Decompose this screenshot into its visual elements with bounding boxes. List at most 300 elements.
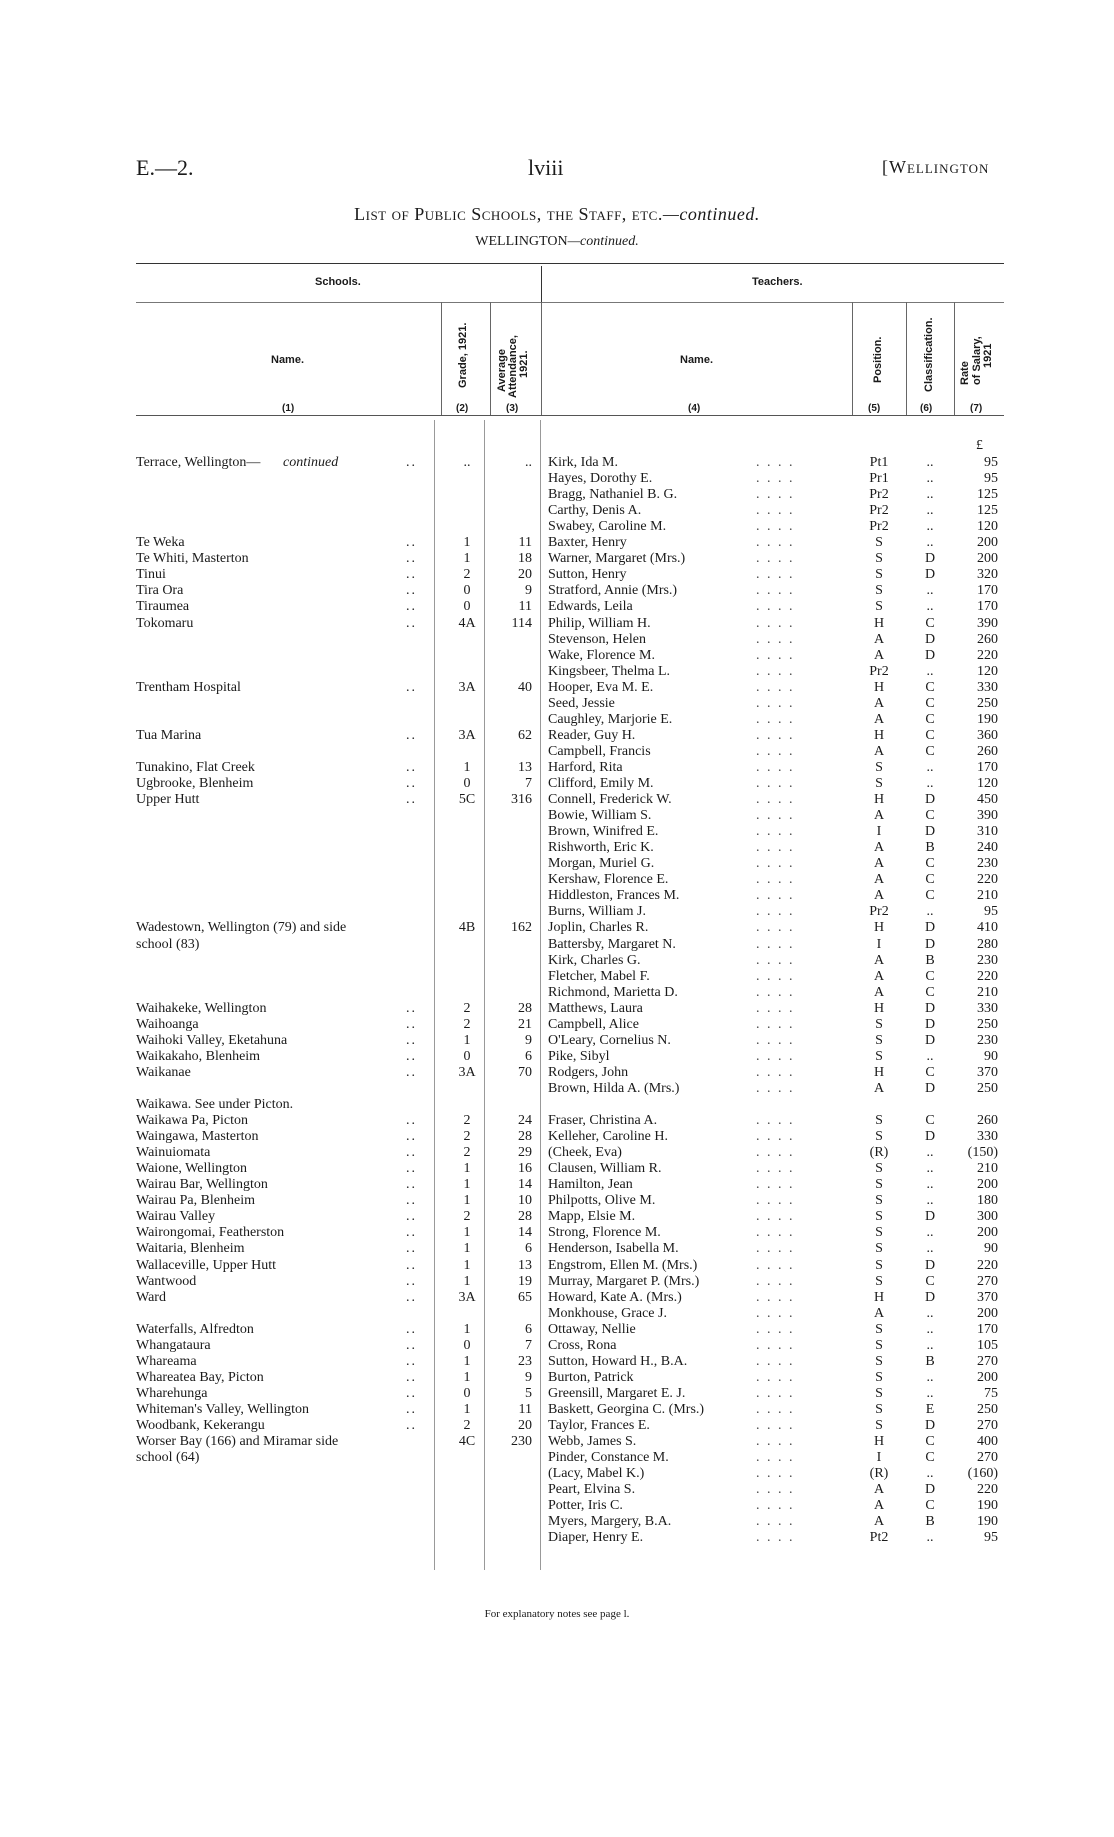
col-divider-position: [852, 302, 853, 415]
table-row: [0, 872, 1114, 888]
position-cell: Pr2: [869, 487, 889, 503]
table-row: [0, 535, 1114, 551]
teacher-leader-dots: . . . .: [756, 872, 795, 888]
position-cell: A: [873, 695, 885, 711]
grade-heading: Grade, 1921.: [457, 322, 469, 388]
teacher-leader-dots: . . . .: [756, 1257, 795, 1273]
table-row: [0, 985, 1114, 1001]
grade-cell: 2: [463, 1016, 471, 1032]
attendance-cell: 316: [511, 792, 532, 808]
classification-cell: ..: [926, 1225, 934, 1241]
position-cell: A: [873, 856, 885, 872]
teacher-leader-dots: . . . .: [756, 808, 795, 824]
schools-heading: Schools.: [315, 276, 361, 288]
teacher-leader-dots: . . . .: [756, 487, 795, 503]
grade-cell: 0: [463, 1385, 471, 1401]
classification-cell: C: [925, 888, 935, 904]
attendance-cell: 28: [518, 1209, 532, 1225]
classification-cell: C: [925, 808, 935, 824]
teacher-name: Battersby, Margaret N.: [548, 936, 676, 952]
classification-cell: C: [925, 743, 935, 759]
position-cell: A: [873, 952, 885, 968]
position-cell: S: [875, 776, 883, 791]
teacher-name: (Cheek, Eva): [548, 1145, 622, 1161]
school-name: school (64): [136, 1450, 200, 1466]
teacher-name: Kingsbeer, Thelma L.: [548, 663, 671, 679]
table-row: [0, 712, 1114, 728]
school-leader-dots: ..: [406, 1369, 417, 1385]
teacher-leader-dots: . . . .: [756, 936, 795, 952]
position-cell: A: [873, 968, 885, 984]
classification-cell: E: [925, 1401, 935, 1417]
grade-cell: 2: [463, 1113, 471, 1129]
salary-cell: 120: [977, 776, 998, 791]
salary-heading: Rate: [959, 361, 971, 385]
salary-cell: 105: [977, 1337, 998, 1353]
school-leader-dots: ..: [406, 792, 417, 808]
grade-cell: 2: [463, 1000, 471, 1016]
teacher-name: Mapp, Elsie M.: [548, 1209, 636, 1225]
school-leader-dots: ..: [406, 1385, 417, 1401]
salary-cell: 200: [977, 551, 998, 567]
salary-cell: 400: [977, 1434, 998, 1450]
table-row: [0, 776, 1114, 792]
teacher-leader-dots: . . . .: [756, 567, 795, 583]
teacher-leader-dots: . . . .: [756, 1177, 795, 1193]
position-cell: S: [875, 567, 883, 583]
grade-cell: 2: [463, 1209, 471, 1225]
table-row: [0, 632, 1114, 648]
classification-cell: ..: [926, 503, 934, 519]
teacher-name: Philpotts, Olive M.: [548, 1193, 656, 1209]
table-row: [0, 1145, 1114, 1161]
teacher-leader-dots: . . . .: [756, 503, 795, 519]
attendance-cell: 19: [518, 1273, 532, 1289]
salary-cell: 370: [977, 1064, 998, 1080]
position-cell: A: [873, 1482, 885, 1498]
school-leader-dots: ..: [406, 1418, 417, 1433]
position-cell: A: [873, 984, 885, 1000]
school-name: Wairongomai, Featherston: [136, 1225, 285, 1241]
table-row: [0, 1258, 1114, 1274]
classification-cell: D: [924, 1000, 936, 1016]
salary-cell: 330: [977, 1000, 998, 1016]
grade-cell: 4C: [458, 1434, 476, 1450]
classification-cell: C: [925, 1273, 935, 1289]
teacher-leader-dots: . . . .: [756, 1514, 795, 1530]
school-name: Wallaceville, Upper Hutt: [136, 1257, 276, 1273]
position-cell: A: [873, 1080, 885, 1096]
salary-cell: 190: [977, 1498, 998, 1514]
attendance-cell: 23: [518, 1353, 532, 1369]
salary-cell: 90: [984, 1048, 998, 1064]
teacher-name: Engstrom, Ellen M. (Mrs.): [548, 1257, 698, 1273]
school-name: Whareatea Bay, Picton: [136, 1369, 264, 1385]
salary-cell: 270: [977, 1450, 998, 1466]
salary-cell: 450: [977, 792, 998, 808]
table-row: [0, 1450, 1114, 1466]
attendance-cell: 14: [518, 1225, 532, 1241]
school-leader-dots: ..: [406, 776, 417, 791]
table-row: [0, 1530, 1114, 1546]
teacher-name: Brown, Hilda A. (Mrs.): [548, 1080, 680, 1096]
school-name: Tokomaru: [136, 615, 194, 631]
table-row: [0, 1161, 1114, 1177]
teacher-name: Pinder, Constance M.: [548, 1450, 669, 1466]
teacher-name-heading: Name.: [680, 354, 714, 366]
classification-cell: D: [924, 647, 936, 663]
classification-cell: ..: [926, 1530, 934, 1546]
teacher-name: Campbell, Alice: [548, 1016, 639, 1032]
teacher-name: Rodgers, John: [548, 1064, 629, 1080]
school-name: Woodbank, Kekerangu: [136, 1418, 265, 1433]
school-leader-dots: ..: [406, 759, 417, 775]
teacher-leader-dots: . . . .: [756, 840, 795, 856]
table-row: [0, 1386, 1114, 1402]
col-divider-class: [906, 302, 907, 415]
table-row: [0, 487, 1114, 503]
school-leader-dots: ..: [406, 1337, 417, 1353]
teacher-leader-dots: . . . .: [756, 631, 795, 647]
table-row: [0, 648, 1114, 664]
teacher-name: Reader, Guy H.: [548, 727, 636, 743]
position-cell: S: [875, 1209, 883, 1225]
position-cell: S: [875, 1321, 883, 1337]
teacher-name: Hooper, Eva M. E.: [548, 679, 654, 695]
classification-cell: B: [925, 840, 935, 856]
teacher-name: Stevenson, Helen: [548, 631, 646, 647]
col-number-4: (4): [688, 403, 701, 414]
grade-cell: 2: [463, 1418, 471, 1433]
table-row: [0, 920, 1114, 936]
attendance-cell: 9: [525, 1369, 532, 1385]
table-row: [0, 953, 1114, 969]
school-name: Wadestown, Wellington (79) and side: [136, 920, 347, 936]
position-cell: H: [873, 615, 885, 631]
teacher-name: Peart, Elvina S.: [548, 1482, 636, 1498]
salary-cell: 280: [977, 936, 998, 952]
teacher-name: (Lacy, Mabel K.): [548, 1466, 645, 1482]
attendance-cell: 5: [525, 1385, 532, 1401]
classification-cell: ..: [926, 471, 934, 487]
salary-cell: 330: [977, 679, 998, 695]
teacher-name: Matthews, Laura: [548, 1000, 643, 1016]
header-mid-rule: [136, 302, 1004, 303]
grade-cell: 1: [463, 1193, 471, 1209]
position-cell: S: [875, 1257, 883, 1273]
teacher-leader-dots: . . . .: [756, 1273, 795, 1289]
grade-cell: 3A: [458, 727, 476, 743]
teacher-leader-dots: . . . .: [756, 856, 795, 872]
teacher-name: Fletcher, Mabel F.: [548, 968, 650, 984]
teacher-leader-dots: . . . .: [756, 1064, 795, 1080]
teacher-leader-dots: . . . .: [756, 1498, 795, 1514]
teacher-name: Stratford, Annie (Mrs.): [548, 583, 678, 599]
grade-cell: 0: [463, 776, 471, 791]
classification-cell: C: [925, 615, 935, 631]
salary-cell: 90: [984, 1241, 998, 1257]
salary-cell: 370: [977, 1289, 998, 1305]
classification-cell: D: [924, 1289, 936, 1305]
teacher-leader-dots: . . . .: [756, 1530, 795, 1546]
attendance-cell: 7: [525, 1337, 532, 1353]
page-title-main: List of Public Schools, the Staff, etc.: [354, 204, 663, 224]
salary-cell: 200: [977, 1177, 998, 1193]
teacher-leader-dots: . . . .: [756, 1016, 795, 1032]
col-number-2: (2): [456, 403, 469, 414]
teacher-leader-dots: . . . .: [756, 1418, 795, 1433]
teacher-leader-dots: . . . .: [756, 647, 795, 663]
attendance-cell: 11: [518, 599, 532, 615]
salary-cell: 300: [977, 1209, 998, 1225]
school-name: Te Whiti, Masterton: [136, 551, 249, 567]
teacher-leader-dots: . . . .: [756, 1385, 795, 1401]
grade-cell: 1: [463, 1401, 471, 1417]
teacher-leader-dots: . . . .: [756, 519, 795, 535]
classification-cell: C: [925, 679, 935, 695]
classification-cell: ..: [926, 455, 934, 470]
salary-cell: 120: [977, 519, 998, 535]
salary-cell: (150): [967, 1145, 998, 1161]
position-cell: S: [875, 1369, 883, 1385]
teacher-leader-dots: . . . .: [756, 471, 795, 487]
grade-cell: 4A: [458, 615, 476, 631]
classification-cell: ..: [926, 1337, 934, 1353]
school-name: Waikakaho, Blenheim: [136, 1048, 261, 1064]
position-cell: A: [873, 840, 885, 856]
school-leader-dots: ..: [406, 455, 417, 470]
salary-cell: 250: [977, 695, 998, 711]
teacher-leader-dots: . . . .: [756, 679, 795, 695]
position-cell: S: [875, 1273, 883, 1289]
salary-cell: 170: [977, 599, 998, 615]
school-name: Wairau Bar, Wellington: [136, 1177, 268, 1193]
teacher-name: Strong, Florence M.: [548, 1225, 661, 1241]
classification-cell: D: [924, 631, 936, 647]
attendance-cell: 20: [518, 1418, 532, 1433]
school-name: Trentham Hospital: [136, 679, 241, 695]
school-leader-dots: ..: [406, 551, 417, 567]
salary-cell: 220: [977, 1482, 998, 1498]
teacher-name: Kirk, Charles G.: [548, 952, 641, 968]
salary-cell: 360: [977, 727, 998, 743]
grade-cell: 3A: [458, 1064, 476, 1080]
table-row: [0, 904, 1114, 920]
teacher-leader-dots: . . . .: [756, 663, 795, 679]
table-top-rule: [136, 263, 1004, 264]
position-cell: S: [875, 1113, 883, 1129]
grade-cell: ..: [463, 455, 471, 470]
teacher-name: Henderson, Isabella M.: [548, 1241, 679, 1257]
salary-cell: 125: [977, 503, 998, 519]
table-row: [0, 1418, 1114, 1434]
teacher-name: Diaper, Henry E.: [548, 1530, 644, 1546]
attendance-cell: 6: [525, 1321, 532, 1337]
grade-cell: 1: [463, 1321, 471, 1337]
table-row: [0, 519, 1114, 535]
school-leader-dots: ..: [406, 567, 417, 583]
teacher-leader-dots: . . . .: [756, 1000, 795, 1016]
school-leader-dots: ..: [406, 599, 417, 615]
school-name: school (83): [136, 936, 200, 952]
teacher-leader-dots: . . . .: [756, 1305, 795, 1321]
table-row: [0, 1033, 1114, 1049]
attendance-cell: 9: [525, 583, 532, 599]
grade-cell: 1: [463, 1353, 471, 1369]
position-cell: I: [876, 824, 882, 840]
classification-cell: ..: [926, 1193, 934, 1209]
page-number: lviii: [528, 155, 564, 180]
classification-cell: ..: [926, 1385, 934, 1401]
salary-cell: 230: [977, 856, 998, 872]
table-row: [0, 1434, 1114, 1450]
attendance-cell: 11: [518, 1401, 532, 1417]
position-cell: H: [873, 792, 885, 808]
attendance-cell: 28: [518, 1000, 532, 1016]
table-row: [0, 1370, 1114, 1386]
school-name: Waikawa. See under Picton.: [136, 1097, 294, 1112]
school-name: Wharehunga: [136, 1385, 208, 1401]
position-cell: A: [873, 743, 885, 759]
school-leader-dots: ..: [406, 1209, 417, 1225]
school-name: Tiraumea: [136, 599, 190, 615]
grade-cell: 1: [463, 551, 471, 567]
grade-cell: 1: [463, 1369, 471, 1385]
col-divider-att: [490, 302, 491, 415]
school-name: Waterfalls, Alfredton: [136, 1321, 254, 1337]
classification-cell: ..: [926, 1161, 934, 1177]
grade-cell: 5C: [458, 792, 476, 808]
position-cell: A: [873, 808, 885, 824]
salary-cell: 190: [977, 1514, 998, 1530]
teachers-heading: Teachers.: [752, 276, 803, 288]
salary-heading-2: of Salary,: [971, 336, 983, 385]
school-leader-dots: ..: [406, 1241, 417, 1257]
grade-cell: 2: [463, 1129, 471, 1145]
school-name: Ugbrooke, Blenheim: [136, 776, 254, 791]
classification-cell: ..: [926, 519, 934, 535]
position-cell: A: [873, 647, 885, 663]
table-row: [0, 969, 1114, 985]
school-name: Terrace, Wellington—: [136, 455, 261, 470]
teacher-leader-dots: . . . .: [756, 1321, 795, 1337]
school-leader-dots: ..: [406, 1177, 417, 1193]
attendance-cell: 114: [511, 615, 532, 631]
grade-cell: 1: [463, 1257, 471, 1273]
classification-cell: ..: [926, 663, 934, 679]
school-leader-dots: ..: [406, 1145, 417, 1161]
classification-cell: ..: [926, 759, 934, 775]
school-leader-dots: ..: [406, 1016, 417, 1032]
grade-cell: 0: [463, 1337, 471, 1353]
school-name: Worser Bay (166) and Miramar side: [136, 1434, 339, 1450]
salary-cell: 310: [977, 824, 998, 840]
position-cell: H: [873, 1289, 885, 1305]
teacher-name: Sutton, Henry: [548, 567, 627, 583]
salary-heading-3: 1921: [982, 343, 994, 368]
teacher-leader-dots: . . . .: [756, 792, 795, 808]
salary-cell: 390: [977, 615, 998, 631]
col-number-1: (1): [282, 403, 295, 414]
classification-cell: ..: [926, 487, 934, 503]
teacher-name: Campbell, Francis: [548, 743, 651, 759]
table-row: [0, 664, 1114, 680]
classification-cell: ..: [926, 1369, 934, 1385]
salary-cell: 95: [984, 471, 998, 487]
teacher-leader-dots: . . . .: [756, 743, 795, 759]
classification-heading: Classification.: [923, 317, 935, 392]
salary-cell: 200: [977, 1225, 998, 1241]
classification-cell: ..: [926, 1466, 934, 1482]
school-leader-dots: ..: [406, 1113, 417, 1129]
attendance-cell: 9: [525, 1032, 532, 1048]
position-cell: S: [875, 1418, 883, 1433]
classification-cell: D: [924, 551, 936, 567]
teacher-leader-dots: . . . .: [756, 1434, 795, 1450]
classification-cell: ..: [926, 535, 934, 551]
table-row: [0, 937, 1114, 953]
teacher-leader-dots: . . . .: [756, 1401, 795, 1417]
salary-cell: 210: [977, 888, 998, 904]
teacher-leader-dots: . . . .: [756, 1113, 795, 1129]
teacher-name: Hiddleston, Frances M.: [548, 888, 680, 904]
school-name: Whiteman's Valley, Wellington: [136, 1401, 309, 1417]
school-leader-dots: ..: [406, 1129, 417, 1145]
salary-cell: 125: [977, 487, 998, 503]
school-leader-dots: ..: [406, 1401, 417, 1417]
position-cell: S: [875, 1241, 883, 1257]
attendance-cell: 18: [518, 551, 532, 567]
school-name: Waihakeke, Wellington: [136, 1000, 267, 1016]
table-row: [0, 616, 1114, 632]
teacher-name: Taylor, Frances E.: [548, 1418, 650, 1433]
table-row: [0, 840, 1114, 856]
grade-cell: 1: [463, 1273, 471, 1289]
classification-cell: C: [925, 968, 935, 984]
salary-cell: 250: [977, 1080, 998, 1096]
classification-cell: D: [924, 1032, 936, 1048]
teacher-leader-dots: . . . .: [756, 1225, 795, 1241]
position-cell: A: [873, 1514, 885, 1530]
table-row: [0, 503, 1114, 519]
salary-cell: 95: [984, 904, 998, 920]
position-cell: A: [873, 631, 885, 647]
salary-cell: 220: [977, 1257, 998, 1273]
currency-symbol: £: [976, 438, 983, 453]
teacher-name: Carthy, Denis A.: [548, 503, 642, 519]
school-name: Wainuiomata: [136, 1145, 211, 1161]
table-row: [0, 1322, 1114, 1338]
position-cell: A: [873, 711, 885, 727]
teacher-name: Kelleher, Caroline H.: [548, 1129, 668, 1145]
table-row: [0, 1097, 1114, 1113]
position-cell: S: [875, 1048, 883, 1064]
salary-cell: 95: [984, 1530, 998, 1546]
classification-cell: D: [924, 1482, 936, 1498]
classification-cell: ..: [926, 1145, 934, 1161]
salary-cell: 120: [977, 663, 998, 679]
teacher-leader-dots: . . . .: [756, 1353, 795, 1369]
classification-cell: D: [924, 792, 936, 808]
grade-cell: 3A: [458, 679, 476, 695]
table-row: [0, 567, 1114, 583]
school-leader-dots: ..: [406, 727, 417, 743]
salary-cell: 180: [977, 1193, 998, 1209]
teacher-leader-dots: . . . .: [756, 1466, 795, 1482]
grade-cell: 1: [463, 759, 471, 775]
salary-cell: 200: [977, 535, 998, 551]
teacher-name: Richmond, Marietta D.: [548, 984, 678, 1000]
